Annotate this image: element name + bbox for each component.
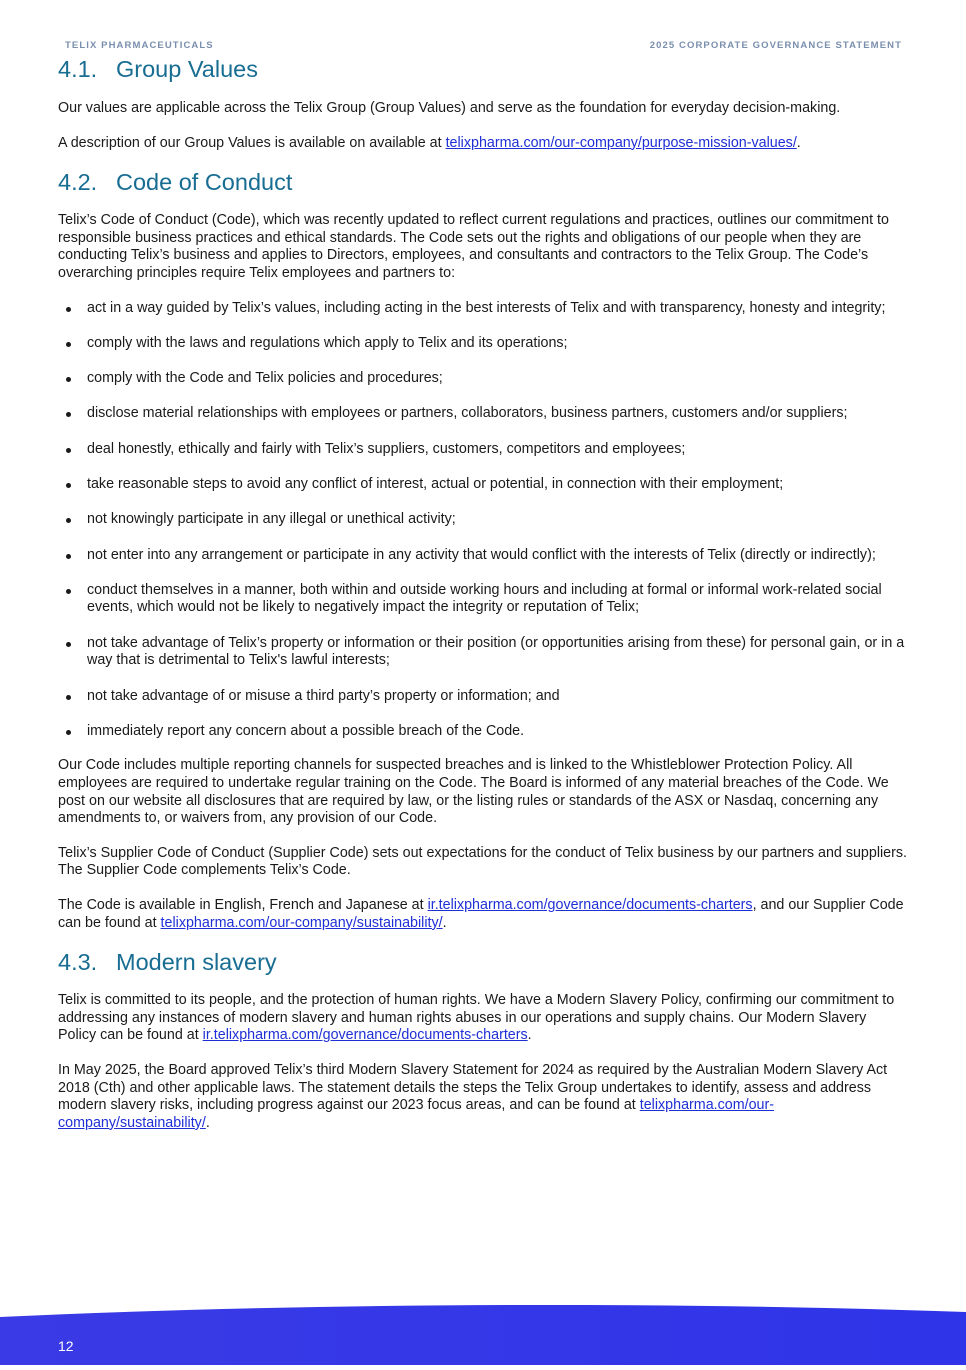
code-principle-item: disclose material relationships with employees or partners, collaborators, business partners, customers and/or suppliers; xyxy=(58,405,908,423)
code-availability-paragraph xyxy=(58,897,908,932)
code-principle-item: take reasonable steps to avoid any conflict of interest, actual or potential, in connection with their employment; xyxy=(58,476,908,494)
page-content xyxy=(58,54,908,1132)
code-intro: Telix’s Code of Conduct (Code), which was recently updated to reflect current regulations and practices, outlines our commitment to responsible business practices and ethical standards. The Code sets out the rights and obligations of our people when they are conducting Telix’s business and applies to Directors, employees, and consultants and contractors to the Telix Group. The Code’s overarching principles require Telix employees and partners to: xyxy=(58,212,889,281)
group-values-intro: Our values are applicable across the Telix Group (Group Values) and serve as the foundation for everyday decision-making. xyxy=(58,100,841,116)
code-principle-item: comply with the laws and regulations which apply to Telix and its operations; xyxy=(58,335,908,353)
section-title: Group Values xyxy=(116,56,258,82)
code-principle-item: comply with the Code and Telix policies and procedures; xyxy=(58,370,908,388)
section-title: Code of Conduct xyxy=(116,169,293,196)
text-span: . xyxy=(442,914,447,931)
running-header xyxy=(65,40,902,51)
sustainability-link[interactable]: telixpharma.com/our-company/sustainability/ xyxy=(160,914,443,931)
code-principle-item: not enter into any arrangement or participate in any activity that would conflict with the interests of Telix (directly or indirectly); xyxy=(58,547,908,565)
footer-band xyxy=(0,1305,966,1365)
code-principle-item: not knowingly participate in any illegal or unethical activity; xyxy=(58,511,908,529)
text-span: Telix is committed to its people, and the protection of human rights. We have a Modern Slavery Policy, confirming our commitment to addressing any instances of modern slavery and human rights abuses in our operations and supply chains. Our Modern Slavery Policy can be found at xyxy=(58,992,895,1044)
section-number: 4.2. xyxy=(58,169,98,196)
text-span: In May 2025, the Board approved Telix’s third Modern Slavery Statement for 2024 as required by the Australian Modern Slavery Act 2018 (Cth) and other applicable laws. The statement details the steps the Telix Group undertakes to identify, assess and address modern slavery risks, including progress against our 2023 focus areas, and can be found at xyxy=(58,1061,888,1114)
code-reporting-paragraph: Our Code includes multiple reporting channels for suspected breaches and is linked to the Whistleblower Protection Policy. All employees are required to undertake regular training on the Code. The Board is informed of any material breaches of the Code. We post on our website all disclosures that are required by law, or the listing rules or standards of the ASX or Nasdaq, concerning any amendments to, or waivers from, any provision of our Code. xyxy=(58,757,889,827)
group-values-description xyxy=(58,135,908,153)
governance-documents-link[interactable]: ir.telixpharma.com/governance/documents-charters xyxy=(202,1027,528,1044)
code-principle-item: conduct themselves in a manner, both within and outside working hours and including at formal or informal work-related social events, which would not be likely to negatively impact the integrity or reputation of Telix; xyxy=(58,582,908,617)
code-principle-item: not take advantage of or misuse a third party’s property or information; and xyxy=(58,688,908,706)
header-company: TELIX PHARMACEUTICALS xyxy=(65,40,214,51)
modern-slavery-policy-paragraph xyxy=(58,992,908,1045)
header-document-title: 2025 CORPORATE GOVERNANCE STATEMENT xyxy=(649,40,902,51)
section-number: 4.1. xyxy=(58,56,98,82)
text-span: , and our Supplier Code can be found at xyxy=(58,897,904,931)
code-principle-item: not take advantage of Telix’s property or information or their position (or opportunities arising from these) for personal gain, or in a way that is detrimental to Telix's lawful interests; xyxy=(58,635,908,670)
heading-modern-slavery xyxy=(58,947,908,977)
section-number: 4.3. xyxy=(58,949,98,976)
text-span: . xyxy=(527,1027,532,1044)
heading-code-of-conduct xyxy=(58,167,908,197)
text-span: . xyxy=(205,1114,210,1131)
footer-wave-shape xyxy=(0,1305,966,1365)
heading-group-values xyxy=(58,54,908,84)
section-title: Modern slavery xyxy=(116,949,277,976)
text-span: A description of our Group Values is available on available at xyxy=(58,134,446,151)
group-values-link[interactable]: telixpharma.com/our-company/purpose-mission-values/ xyxy=(445,134,797,151)
code-principle-item: immediately report any concern about a possible breach of the Code. xyxy=(58,723,908,741)
code-principles-list xyxy=(58,300,908,741)
page-number: 12 xyxy=(58,1338,74,1354)
sustainability-link[interactable]: telixpharma.com/our-company/sustainability/ xyxy=(58,1097,775,1131)
governance-documents-link[interactable]: ir.telixpharma.com/governance/documents-charters xyxy=(427,897,753,913)
code-principle-item: act in a way guided by Telix’s values, including acting in the best interests of Telix and with transparency, honesty and integrity; xyxy=(58,300,908,318)
text-span: The Code is available in English, French and Japanese at xyxy=(58,897,428,913)
modern-slavery-statement-paragraph xyxy=(58,1062,908,1132)
code-principle-item: deal honestly, ethically and fairly with Telix’s suppliers, customers, competitors and employees; xyxy=(58,441,908,459)
supplier-code-paragraph: Telix’s Supplier Code of Conduct (Supplier Code) sets out expectations for the conduct of Telix business by our partners and suppliers. The Supplier Code complements Telix’s Code. xyxy=(58,844,908,879)
text-span: . xyxy=(796,134,801,151)
